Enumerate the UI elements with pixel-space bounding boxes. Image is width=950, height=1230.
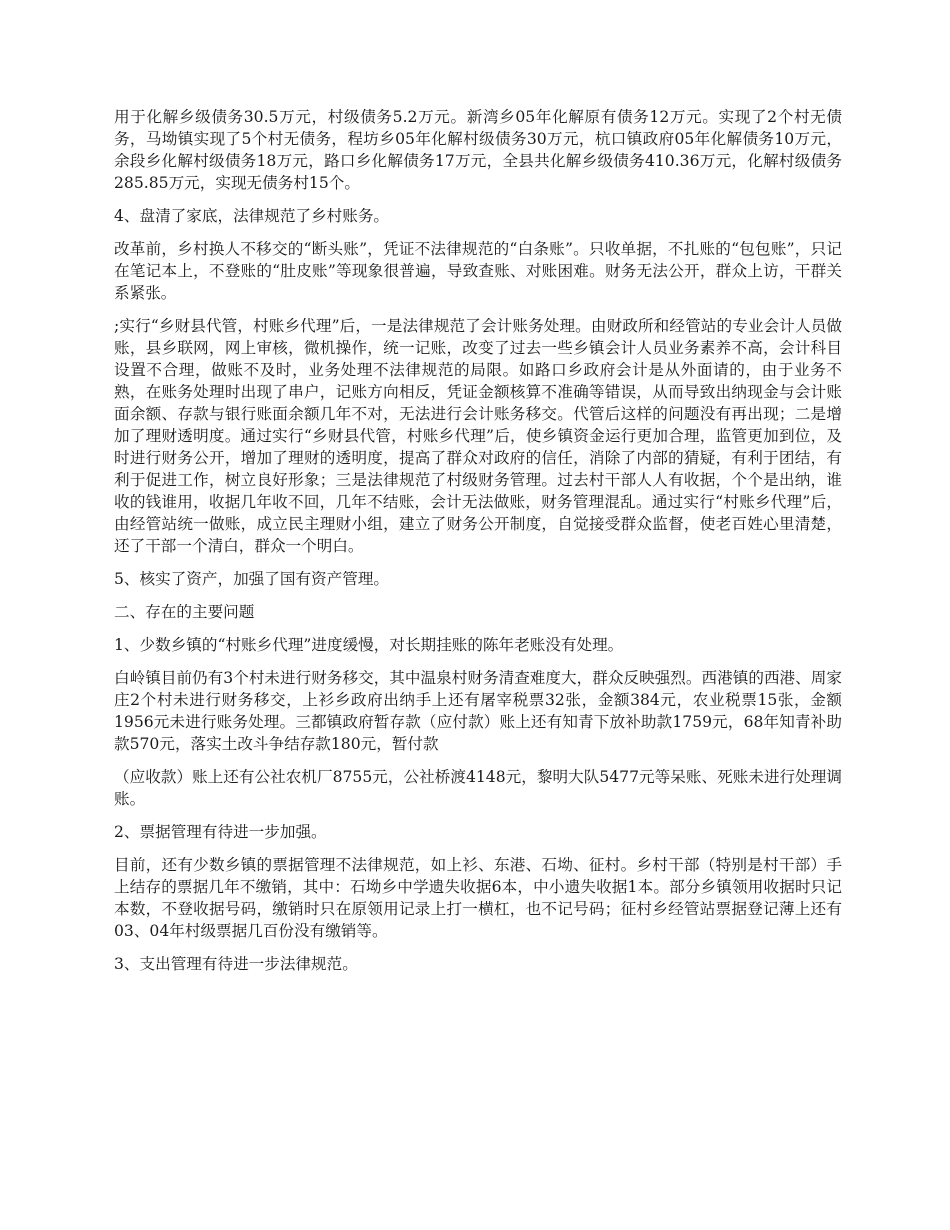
paragraph-receipt-details: 目前，还有少数乡镇的票据管理不法律规范，如上衫、东港、石坳、征村。乡村干部（特别是村干部）手上结存的票据几年不缴销，其中：石坳乡中学遗失收据6本，中小遗失收据1本。部分乡镇领用收据时只记本数，不登收据号码，缴销时只在原领用记录上打一横杠，也不记号码；征村乡经管站票据登记薄上还有03、04年村级票据几百份没有缴销等。 <box>114 856 842 940</box>
heading-slow-progress: 1、少数乡镇的“村账乡代理”进度缓慢，对长期挂账的陈年老账没有处理。 <box>114 636 624 654</box>
heading-asset-management: 5、核实了资产，加强了国有资产管理。 <box>114 570 390 588</box>
heading-accounts-standardized: 4、盘清了家底，法律规范了乡村账务。 <box>114 207 390 225</box>
heading-expenditure-management: 3、支出管理有待进一步法律规范。 <box>114 955 358 973</box>
section-heading-main-problems: 二、存在的主要问题 <box>114 603 255 621</box>
document-body <box>114 106 842 986</box>
paragraph-debt-resolution: 用于化解乡级债务30.5万元，村级债务5.2万元。新湾乡05年化解原有债务12万元。实现了2个村无债务，马坳镇实现了5个村无债务，程坊乡05年化解村级债务30万元，杭口镇政府05年化解债务10万元，余段乡化解村级债务18万元，路口乡化解债务17万元，全县共化解乡级债务410.36万元，化解村级债务285.85万元，实现无债务村15个。 <box>114 108 842 192</box>
paragraph-baling-details: 白岭镇目前仍有3个村未进行财务移交，其中温泉村财务清查难度大，群众反映强烈。西港镇的西港、周家庄2个村未进行财务移交，上衫乡政府出纳手上还有屠宰税票32张，金额384元，农业税票15张，金额1956元未进行账务处理。三都镇政府暂存款（应付款）账上还有知青下放补助款1759元，68年知青补助款570元，落实土改斗争结存款180元，暂付款 <box>114 669 842 753</box>
paragraph-after-reform: ;实行“乡财县代管，村账乡代理”后，一是法律规范了会计账务处理。由财政所和经管站的专业会计人员做账，县乡联网，网上审核，微机操作，统一记账，改变了过去一些乡镇会计人员业务素养不高，会计科目设置不合理，做账不及时，业务处理不法律规范的局限。如路口乡政府会计是从外面请的，由于业务不熟，在账务处理时出现了串户，记账方向相反，凭证金额核算不准确等错误，从而导致出纳现金与会计账面余额、存款与银行账面余额几年不对，无法进行会计账务移交。代管后这样的问题没有再出现；二是增加了理财透明度。通过实行“乡财县代管，村账乡代理”后，使乡镇资金运行更加合理，监管更加到位，及时进行财务公开，增加了理财的透明度，提高了群众对政府的信任，消除了内部的猜疑，有利于团结，有利于促进工作，树立良好形象；三是法律规范了村级财务管理。过去村干部人人有收据，个个是出纳，谁收的钱谁用，收据几年收不回，几年不结账，会计无法做账，财务管理混乱。通过实行“村账乡代理”后，由经管站统一做账，成立民主理财小组，建立了财务公开制度，自觉接受群众监督，使老百姓心里清楚，还了干部一个清白，群众一个明白。 <box>114 317 842 555</box>
paragraph-receivables: （应收款）账上还有公社农机厂8755元，公社桥渡4148元，黎明大队5477元等呆账、死账未进行处理调账。 <box>114 768 842 808</box>
heading-receipt-management: 2、票据管理有待进一步加强。 <box>114 823 327 841</box>
paragraph-before-reform: 改革前，乡村换人不移交的“断头账”，凭证不法律规范的“白条账”。只收单据，不扎账的“包包账”，只记在笔记本上，不登账的“肚皮账”等现象很普遍，导致查账、对账困难。财务无法公开，群众上访，干群关系紧张。 <box>114 240 842 302</box>
